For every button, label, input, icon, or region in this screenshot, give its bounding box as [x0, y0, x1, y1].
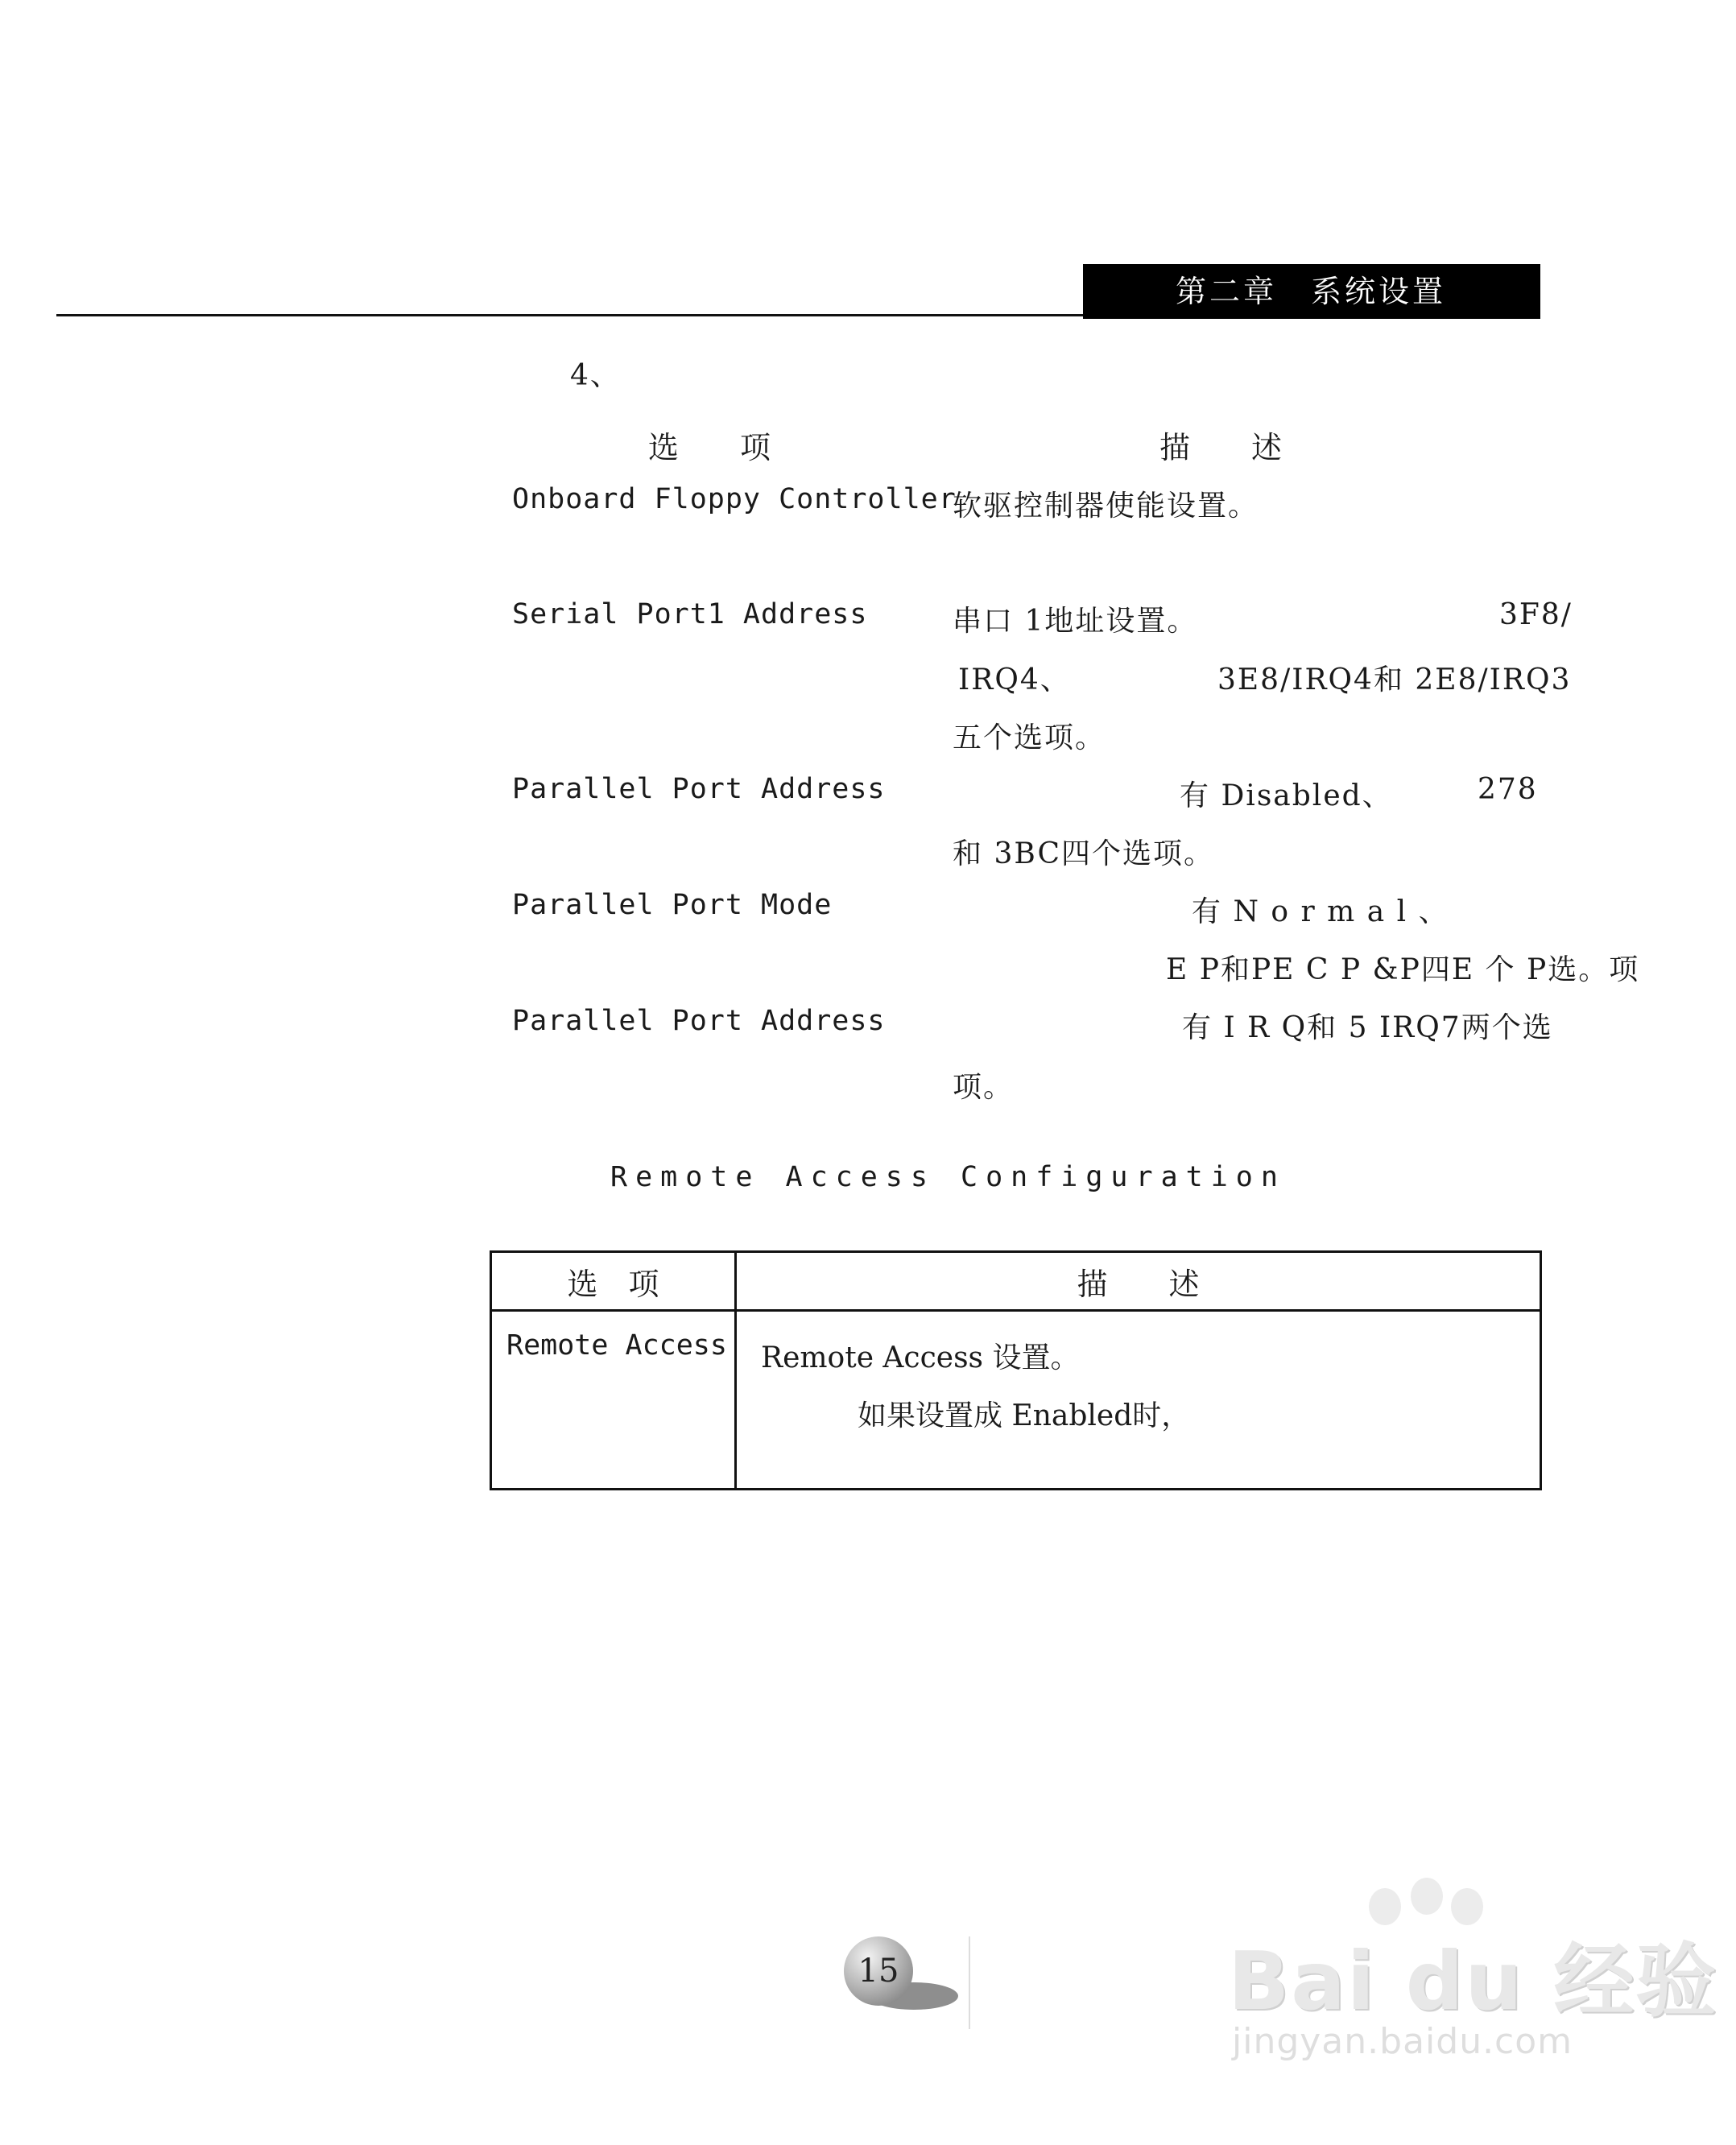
option-parallel-irq: Parallel Port Address: [512, 1005, 886, 1037]
desc-serial1-l1b: 3F8/: [1499, 598, 1573, 631]
desc-serial1-l3: 五个选项。: [953, 721, 1106, 754]
remote-header-desc: 描 述: [736, 1252, 1541, 1311]
desc-serial1-l2b: 3E8/IRQ4和 2E8/IRQ3: [1217, 663, 1572, 696]
option-floppy: Onboard Floppy Controller: [512, 483, 957, 515]
desc-parallel-mode-l2: E P和PE C P &P四E 个 P选。项: [1166, 953, 1640, 986]
baidu-watermark-url: jingyan.baidu.com: [1232, 2021, 1573, 2062]
chapter-title: 第二章 系统设置: [1083, 264, 1540, 319]
option-parallel-address: Parallel Port Address: [512, 773, 886, 805]
desc-serial1-l2: IRQ4、: [958, 663, 1071, 696]
desc-serial1-l1: 串口 1地址设置。: [953, 605, 1198, 638]
footer-divider: [969, 1936, 970, 2029]
paw-icon: [1411, 1878, 1443, 1915]
remote-section-title: Remote Access Configuration: [610, 1161, 1286, 1193]
option-serial1: Serial Port1 Address: [512, 598, 868, 630]
remote-header-option: 选 项: [491, 1252, 736, 1311]
remote-option-cell: Remote Access: [491, 1311, 736, 1490]
page-number: 15: [844, 1936, 913, 2006]
desc-parallel-address-l1b: 278: [1478, 773, 1538, 806]
table1-header-option: 选 项: [648, 430, 771, 465]
section-number: 4、: [570, 359, 621, 392]
desc-parallel-irq-l1: 有 I R Q和 5 IRQ7两个选: [1182, 1011, 1553, 1044]
desc-floppy: 软驱控制器使能设置。: [953, 490, 1259, 523]
table1-header-desc: 描 述: [1159, 430, 1283, 465]
option-parallel-mode: Parallel Port Mode: [512, 889, 833, 921]
desc-parallel-address-l1: 有 Disabled、: [1180, 779, 1393, 812]
remote-access-table: [490, 1250, 1542, 1490]
desc-parallel-mode-l1: 有 N o r m a l 、: [1192, 895, 1449, 928]
desc-parallel-address-l2: 和 3BC四个选项。: [953, 837, 1215, 870]
baidu-watermark-logo: Bai du 经验: [1228, 1934, 1718, 2028]
remote-desc-line1: Remote Access 设置。: [761, 1341, 1080, 1374]
header-rule: [56, 314, 1087, 316]
desc-parallel-irq-l2: 项。: [953, 1071, 1015, 1104]
remote-desc-cell: [736, 1311, 1541, 1490]
remote-desc-line2: 如果设置成 Enabled时，: [858, 1399, 1191, 1432]
